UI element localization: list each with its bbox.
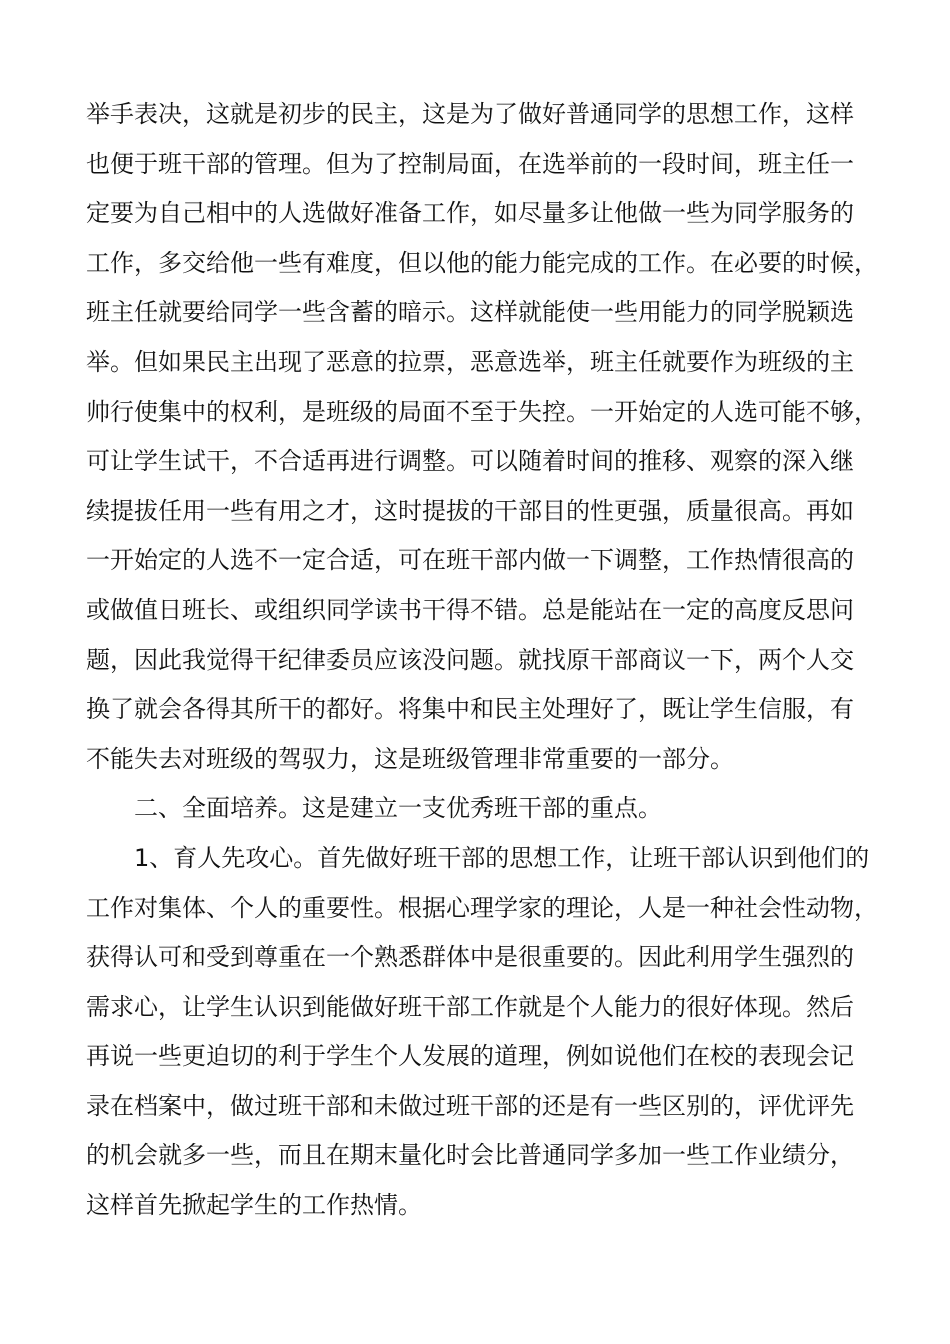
text-line: 不能失去对班级的驾驭力，这是班级管理非常重要的一部分。	[86, 744, 734, 773]
text-line: 或做值日班长、或组织同学读书干得不错。总是能站在一定的高度反思问	[86, 595, 854, 624]
text-line: 工作，多交给他一些有难度，但以他的能力能完成的工作。在必要的时候，	[86, 248, 878, 277]
text-line: 换了就会各得其所干的都好。将集中和民主处理好了，既让学生信服，有	[86, 695, 854, 724]
text-line: 录在档案中，做过班干部和未做过班干部的还是有一些区别的，评优评先	[86, 1091, 854, 1120]
text-line: 一开始定的人选不一定合适，可在班干部内做一下调整，工作热情很高的	[86, 546, 854, 575]
section-heading: 二、全面培养。这是建立一支优秀班干部的重点。	[86, 794, 662, 823]
text-line: 再说一些更迫切的利于学生个人发展的道理，例如说他们在校的表现会记	[86, 1042, 854, 1071]
body-text	[86, 90, 886, 1231]
text-line: 1、育人先攻心。首先做好班干部的思想工作，让班干部认识到他们的	[86, 843, 870, 872]
text-line: 题，因此我觉得干纪律委员应该没问题。就找原干部商议一下，两个人交	[86, 645, 854, 674]
text-line: 这样首先掀起学生的工作热情。	[86, 1191, 422, 1220]
text-line: 需求心，让学生认识到能做好班干部工作就是个人能力的很好体现。然后	[86, 992, 854, 1021]
text-line: 举。但如果民主出现了恶意的拉票，恶意选举，班主任就要作为班级的主	[86, 347, 854, 376]
text-line: 的机会就多一些，而且在期末量化时会比普通同学多加一些工作业绩分，	[86, 1141, 854, 1170]
text-line: 也便于班干部的管理。但为了控制局面，在选举前的一段时间，班主任一	[86, 149, 854, 178]
text-line: 举手表决，这就是初步的民主，这是为了做好普通同学的思想工作，这样	[86, 100, 854, 128]
text-line: 班主任就要给同学一些含蓄的暗示。这样就能使一些用能力的同学脱颖选	[86, 298, 854, 327]
text-line: 续提拔任用一些有用之才，这时提拔的干部目的性更强，质量很高。再如	[86, 496, 854, 525]
text-line: 获得认可和受到尊重在一个熟悉群体中是很重要的。因此利用学生强烈的	[86, 943, 854, 972]
text-line: 可让学生试干，不合适再进行调整。可以随着时间的推移、观察的深入继	[86, 447, 854, 476]
text-line: 工作对集体、个人的重要性。根据心理学家的理论，人是一种社会性动物，	[86, 893, 878, 922]
text-line: 定要为自己相中的人选做好准备工作，如尽量多让他做一些为同学服务的	[86, 199, 854, 228]
text-line: 帅行使集中的权利，是班级的局面不至于失控。一开始定的人选可能不够，	[86, 397, 878, 426]
